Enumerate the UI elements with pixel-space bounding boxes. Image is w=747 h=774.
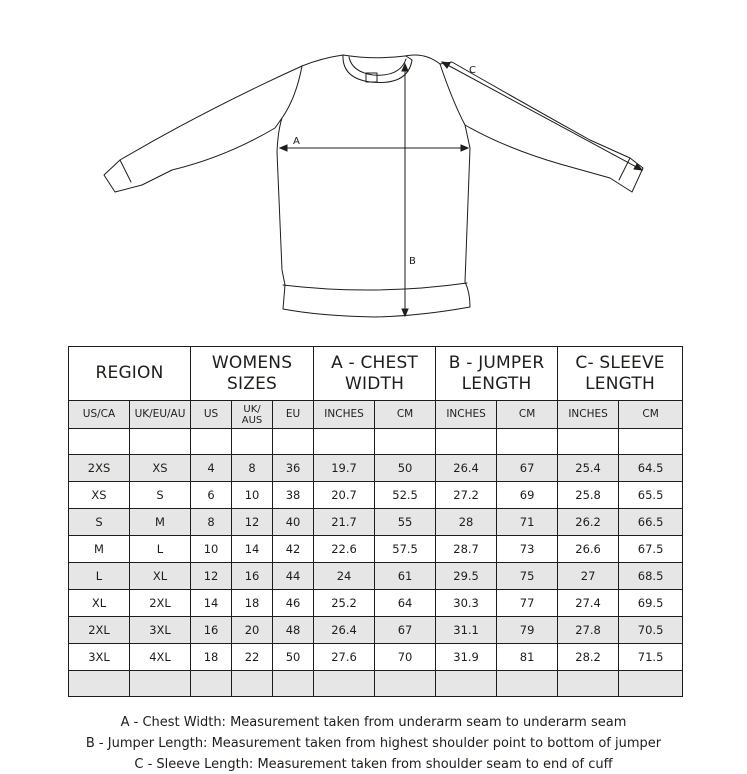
table-cell: 22 (232, 644, 273, 671)
table-row (69, 536, 683, 563)
empty-cell (69, 429, 130, 455)
empty-cell (130, 429, 191, 455)
table-cell: 26.6 (558, 536, 619, 563)
header-jumper-length: B - JUMPER LENGTH (436, 347, 558, 401)
table-cell: 71.5 (619, 644, 683, 671)
subheader-sleeve-cm: CM (619, 401, 683, 429)
empty-cell (497, 671, 558, 697)
table-cell: 18 (232, 590, 273, 617)
table-cell: 38 (273, 482, 314, 509)
spacer-row (69, 429, 683, 455)
jumper-outline (104, 55, 643, 317)
table-cell: 52.5 (375, 482, 436, 509)
table-cell: XS (130, 455, 191, 482)
table-cell: 28 (436, 509, 497, 536)
legend-chest-width: A - Chest Width: Measurement taken from underarm seam to underarm seam (120, 715, 627, 730)
table-cell: S (69, 509, 130, 536)
table-cell: 71 (497, 509, 558, 536)
table-cell: 20.7 (314, 482, 375, 509)
empty-cell (314, 671, 375, 697)
table-cell: 28.2 (558, 644, 619, 671)
right-armhole-seam (440, 64, 465, 125)
table-cell: 61 (375, 563, 436, 590)
table-cell: 67 (375, 617, 436, 644)
empty-cell (558, 429, 619, 455)
table-cell: 26.4 (314, 617, 375, 644)
table-cell: 27.2 (436, 482, 497, 509)
table-cell: 28.7 (436, 536, 497, 563)
waistband-seam (283, 283, 467, 290)
table-cell: 67.5 (619, 536, 683, 563)
right-cuff-seam (619, 158, 630, 180)
empty-cell (619, 429, 683, 455)
table-cell: 26.2 (558, 509, 619, 536)
table-cell: 4 (191, 455, 232, 482)
table-cell: 22.6 (314, 536, 375, 563)
table-cell: XL (69, 590, 130, 617)
empty-cell (497, 429, 558, 455)
table-cell: 27.8 (558, 617, 619, 644)
table-cell: 79 (497, 617, 558, 644)
chest-arrow-right (461, 145, 468, 151)
measurement-legend (0, 712, 747, 774)
empty-cell (69, 671, 130, 697)
left-cuff-seam (120, 160, 131, 182)
table-cell: 26.4 (436, 455, 497, 482)
table-cell: 24 (314, 563, 375, 590)
chest-arrow-left (280, 145, 287, 151)
header-region: REGION (69, 347, 191, 401)
neck-band (349, 57, 406, 75)
subheader-length-inches: INCHES (436, 401, 497, 429)
table-cell: 66.5 (619, 509, 683, 536)
subheader-chest-cm: CM (375, 401, 436, 429)
empty-cell (314, 429, 375, 455)
table-row (69, 590, 683, 617)
table-cell: 16 (191, 617, 232, 644)
table-cell: L (69, 563, 130, 590)
table-cell: 36 (273, 455, 314, 482)
table-cell: 29.5 (436, 563, 497, 590)
table-body (69, 429, 683, 697)
table-cell: M (130, 509, 191, 536)
table-cell: 2XL (69, 617, 130, 644)
subheader-us: US (191, 401, 232, 429)
header-sleeve-length: C- SLEEVE LENGTH (558, 347, 683, 401)
legend-jumper-length: B - Jumper Length: Measurement taken from highest shoulder point to bottom of jumper (85, 736, 662, 751)
table-cell: S (130, 482, 191, 509)
table-cell: 10 (191, 536, 232, 563)
header-chest-width: A - CHEST WIDTH (314, 347, 436, 401)
table-row (69, 482, 683, 509)
table-cell: 69 (497, 482, 558, 509)
table-cell: 50 (375, 455, 436, 482)
header-womens-sizes: WOMENS SIZES (191, 347, 314, 401)
label-b: B (409, 256, 416, 267)
table-cell: 25.2 (314, 590, 375, 617)
empty-cell (191, 429, 232, 455)
table-cell: 20 (232, 617, 273, 644)
table-cell: 27.4 (558, 590, 619, 617)
table-cell: 70 (375, 644, 436, 671)
jumper-diagram (0, 0, 747, 340)
empty-cell (232, 429, 273, 455)
table-cell: 8 (191, 509, 232, 536)
table-cell: 65.5 (619, 482, 683, 509)
table-cell: 31.1 (436, 617, 497, 644)
table-cell: XS (69, 482, 130, 509)
subheader-chest-inches: INCHES (314, 401, 375, 429)
empty-cell (273, 671, 314, 697)
table-cell: 68.5 (619, 563, 683, 590)
empty-cell (558, 671, 619, 697)
table-cell: M (69, 536, 130, 563)
table-cell: 30.3 (436, 590, 497, 617)
label-a: A (293, 136, 300, 147)
legend-sleeve-length: C - Sleeve Length: Measurement taken from shoulder seam to end of cuff (134, 757, 613, 772)
table-cell: 27.6 (314, 644, 375, 671)
table-cell: 21.7 (314, 509, 375, 536)
table-cell: 25.8 (558, 482, 619, 509)
subheader-us-ca: US/CA (69, 401, 130, 429)
empty-cell (436, 429, 497, 455)
table-cell: 10 (232, 482, 273, 509)
table-cell: 14 (191, 590, 232, 617)
table-cell: 31.9 (436, 644, 497, 671)
table-cell: 27 (558, 563, 619, 590)
table-cell: 42 (273, 536, 314, 563)
empty-cell (273, 429, 314, 455)
table-cell: 75 (497, 563, 558, 590)
empty-cell (191, 671, 232, 697)
table-cell: 12 (232, 509, 273, 536)
subheader-uk-aus: UK/ AUS (232, 401, 273, 429)
table-subheader-row (69, 401, 683, 429)
table-cell: 25.4 (558, 455, 619, 482)
table-row (69, 617, 683, 644)
table-row (69, 563, 683, 590)
subheader-length-cm: CM (497, 401, 558, 429)
subheader-uk-eu-au: UK/EU/AU (130, 401, 191, 429)
table-cell: 64 (375, 590, 436, 617)
table-cell: 2XS (69, 455, 130, 482)
empty-cell (375, 429, 436, 455)
table-cell: 69.5 (619, 590, 683, 617)
table-cell: 8 (232, 455, 273, 482)
table-cell: 67 (497, 455, 558, 482)
size-chart-table (68, 346, 683, 697)
table-cell: 55 (375, 509, 436, 536)
table-cell: 44 (273, 563, 314, 590)
label-c: C (469, 65, 476, 76)
table-cell: 50 (273, 644, 314, 671)
table-cell: 18 (191, 644, 232, 671)
table-cell: 81 (497, 644, 558, 671)
table-cell: 70.5 (619, 617, 683, 644)
table-cell: 2XL (130, 590, 191, 617)
table-row (69, 455, 683, 482)
empty-cell (436, 671, 497, 697)
table-cell: 16 (232, 563, 273, 590)
table-cell: 3XL (69, 644, 130, 671)
sleeve-arrow-bottom (634, 164, 642, 170)
subheader-eu: EU (273, 401, 314, 429)
table-cell: 77 (497, 590, 558, 617)
table-cell: 64.5 (619, 455, 683, 482)
table-cell: 48 (273, 617, 314, 644)
table-cell: 6 (191, 482, 232, 509)
table-cell: 57.5 (375, 536, 436, 563)
subheader-sleeve-inches: INCHES (558, 401, 619, 429)
spacer-row (69, 671, 683, 697)
table-cell: 73 (497, 536, 558, 563)
empty-cell (619, 671, 683, 697)
table-cell: 4XL (130, 644, 191, 671)
table-cell: 46 (273, 590, 314, 617)
table-cell: L (130, 536, 191, 563)
table-header-row (69, 347, 683, 401)
sleeve-arrow-top (442, 62, 450, 68)
table-cell: 3XL (130, 617, 191, 644)
table-cell: 40 (273, 509, 314, 536)
table-cell: XL (130, 563, 191, 590)
table-row (69, 644, 683, 671)
table-cell: 14 (232, 536, 273, 563)
table-cell: 12 (191, 563, 232, 590)
table-cell: 19.7 (314, 455, 375, 482)
empty-cell (375, 671, 436, 697)
empty-cell (232, 671, 273, 697)
empty-cell (130, 671, 191, 697)
sleeve-length-line (442, 62, 642, 170)
table-row (69, 509, 683, 536)
